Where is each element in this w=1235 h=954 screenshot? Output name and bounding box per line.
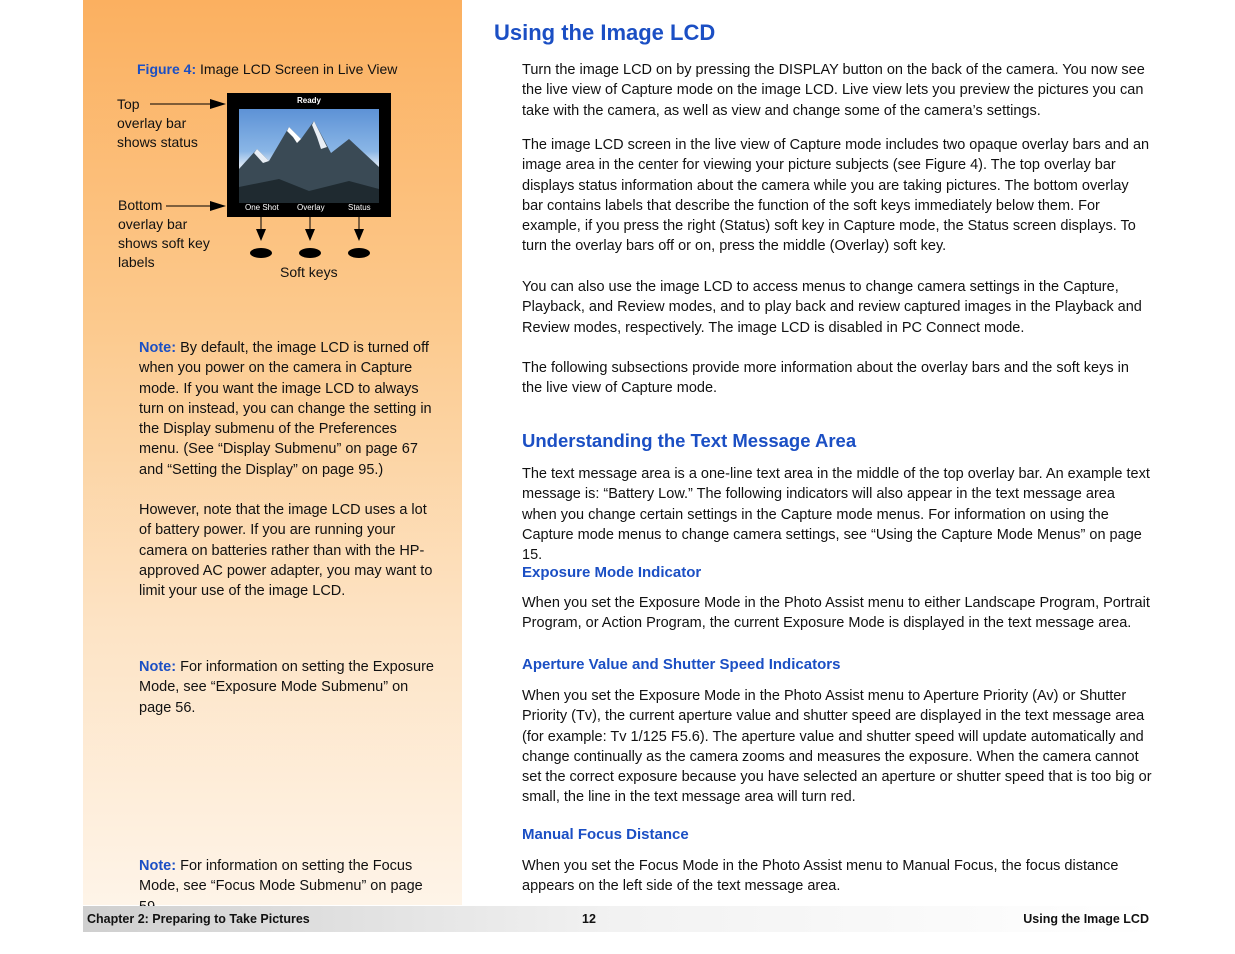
- body-paragraph: The following subsections provide more information about the overlay bars and the soft keys in the live view of Capture mode.: [522, 360, 1129, 397]
- middle-key-arrowhead: [305, 229, 315, 241]
- subsection-heading: Aperture Value and Shutter Speed Indicators: [522, 656, 841, 673]
- body-paragraph: The image LCD screen in the live view of Capture mode includes two opaque overlay bars and an image area in the center for viewing your picture subjects (see Figure 4). The top overlay bar displays status information about the camera while you are taking pictures. The bottom overlay bar contains labels that describe the function of the soft keys immediately below them. For example, if you press the right (Status) soft key in Capture mode, the Status screen displays. To turn the overlay bars off or on, press the middle (Overlay) soft key.: [522, 137, 1150, 255]
- subsection-heading: Exposure Mode Indicator: [522, 564, 702, 581]
- note-label: Note:: [139, 858, 177, 874]
- left-key-arrowhead: [256, 229, 266, 241]
- note-text: For information on setting the Focus Mode, see “Focus Mode Submenu” on page: [139, 858, 423, 895]
- top-label-line: shows status: [117, 134, 198, 150]
- bottom-label-line: overlay bar: [118, 216, 188, 232]
- soft-key-right: [348, 248, 370, 258]
- mountain-illustration: [239, 109, 379, 203]
- page-footer: [83, 906, 1153, 932]
- lcd-status-text: Ready: [296, 96, 321, 105]
- mountain-photo: [239, 109, 379, 203]
- note-display-default: [139, 338, 439, 480]
- note-text: For information on setting the Exposure Mode, see “Exposure Mode Submenu” on page 56.: [139, 659, 434, 716]
- lcd-soft-key-bar: [227, 201, 391, 217]
- body-paragraph: The text message area is a one-line text area in the middle of the top overlay bar. An example text message is: “Battery Low.” The following indicators will also appear in the text message area when you change certain settings in the Capture mode menus. For information on using the Capture mode menus to change camera settings, see “Using the Capture Mode Menus” on page 15.: [522, 466, 1150, 564]
- body-paragraph: When you set the Exposure Mode in the Photo Assist menu to either Landscape Program, Portrait Program, or Action Program, the current Exposure Mode is displayed in the text message area.: [522, 595, 1150, 632]
- note-exposure-mode: [139, 657, 439, 718]
- note-label: Note:: [139, 659, 177, 675]
- body-paragraph: When you set the Exposure Mode in the Photo Assist menu to Aperture Priority (Av) or Shutter Priority (Tv), the current aperture value and shutter speed are displayed in the text message area (for example: Tv 1/125 F5.6). The aperture value and shutter speed will update automatically and change continually as the camera zooms and measures the exposure. When the camera cannot set the correct exposure because you have selected an aperture or shutter speed that is too big or small, the line in the text message area will turn red.: [522, 688, 1152, 806]
- footer-section: Using the Image LCD: [1023, 912, 1149, 926]
- right-key-arrowhead: [354, 229, 364, 241]
- figure-caption-label: Figure 4:: [137, 61, 197, 77]
- lcd-screen-image: [227, 93, 391, 217]
- note-text: By default, the image LCD is turned off when you power on the camera in Capture mode. If you want the image LCD to always turn on instead, you can change the setting in the Display submenu of the Preferences menu. (See “Display Submenu” on page 67 and “Setting the Display” on page 95.): [139, 340, 432, 478]
- footer-chapter: Chapter 2: Preparing to Take Pictures: [87, 912, 310, 926]
- bottom-label-line: labels: [118, 254, 155, 270]
- soft-key-left: [250, 248, 272, 258]
- soft-keys-label: Soft keys: [280, 264, 338, 280]
- body-paragraph: You can also use the image LCD to access menus to change camera settings in the Capture, Playback, and Review modes, and to play back and review captured images in the Playback and Review modes, respectively. The image LCD is disabled in PC Connect mode.: [522, 279, 1142, 336]
- top-label-line: overlay bar: [117, 115, 187, 131]
- soft-key-label-middle: Overlay: [297, 203, 325, 212]
- subsection-heading: Manual Focus Distance: [522, 826, 689, 843]
- top-label-line: Top: [117, 96, 140, 112]
- top-callout-arrowhead: [210, 99, 226, 109]
- figure-caption-text: Image LCD Screen in Live View: [200, 61, 398, 77]
- figure-caption: [137, 61, 397, 77]
- note-label: Note:: [139, 340, 177, 356]
- note-battery-power: However, note that the image LCD uses a lot of battery power. If you are running your camera on batteries rather than with the HP-approved AC power adapter, you may want to limit your use of the image LCD.: [139, 502, 433, 600]
- body-paragraph: When you set the Focus Mode in the Photo Assist menu to Manual Focus, the focus distance appears on the left side of the text message area.: [522, 858, 1119, 895]
- callout-arrows: [140, 95, 235, 215]
- bottom-callout-arrowhead: [210, 201, 226, 211]
- page-title: Using the Image LCD: [494, 20, 716, 45]
- section-heading: Understanding the Text Message Area: [522, 430, 857, 451]
- soft-key-middle: [299, 248, 321, 258]
- soft-key-label-left: One Shot: [245, 203, 279, 212]
- bottom-label-line: shows soft key: [118, 235, 210, 251]
- soft-key-arrows: [240, 217, 380, 247]
- bottom-label-line: Bottom: [118, 197, 163, 213]
- body-paragraph: Turn the image LCD on by pressing the DISPLAY button on the back of the camera. You now see the live view of Capture mode on the image LCD. Live view lets you preview the pictures you can take with the camera, as well as view and change some of the camera’s settings.: [522, 62, 1145, 119]
- footer-page-number: 12: [582, 912, 596, 926]
- soft-key-label-right: Status: [348, 203, 371, 212]
